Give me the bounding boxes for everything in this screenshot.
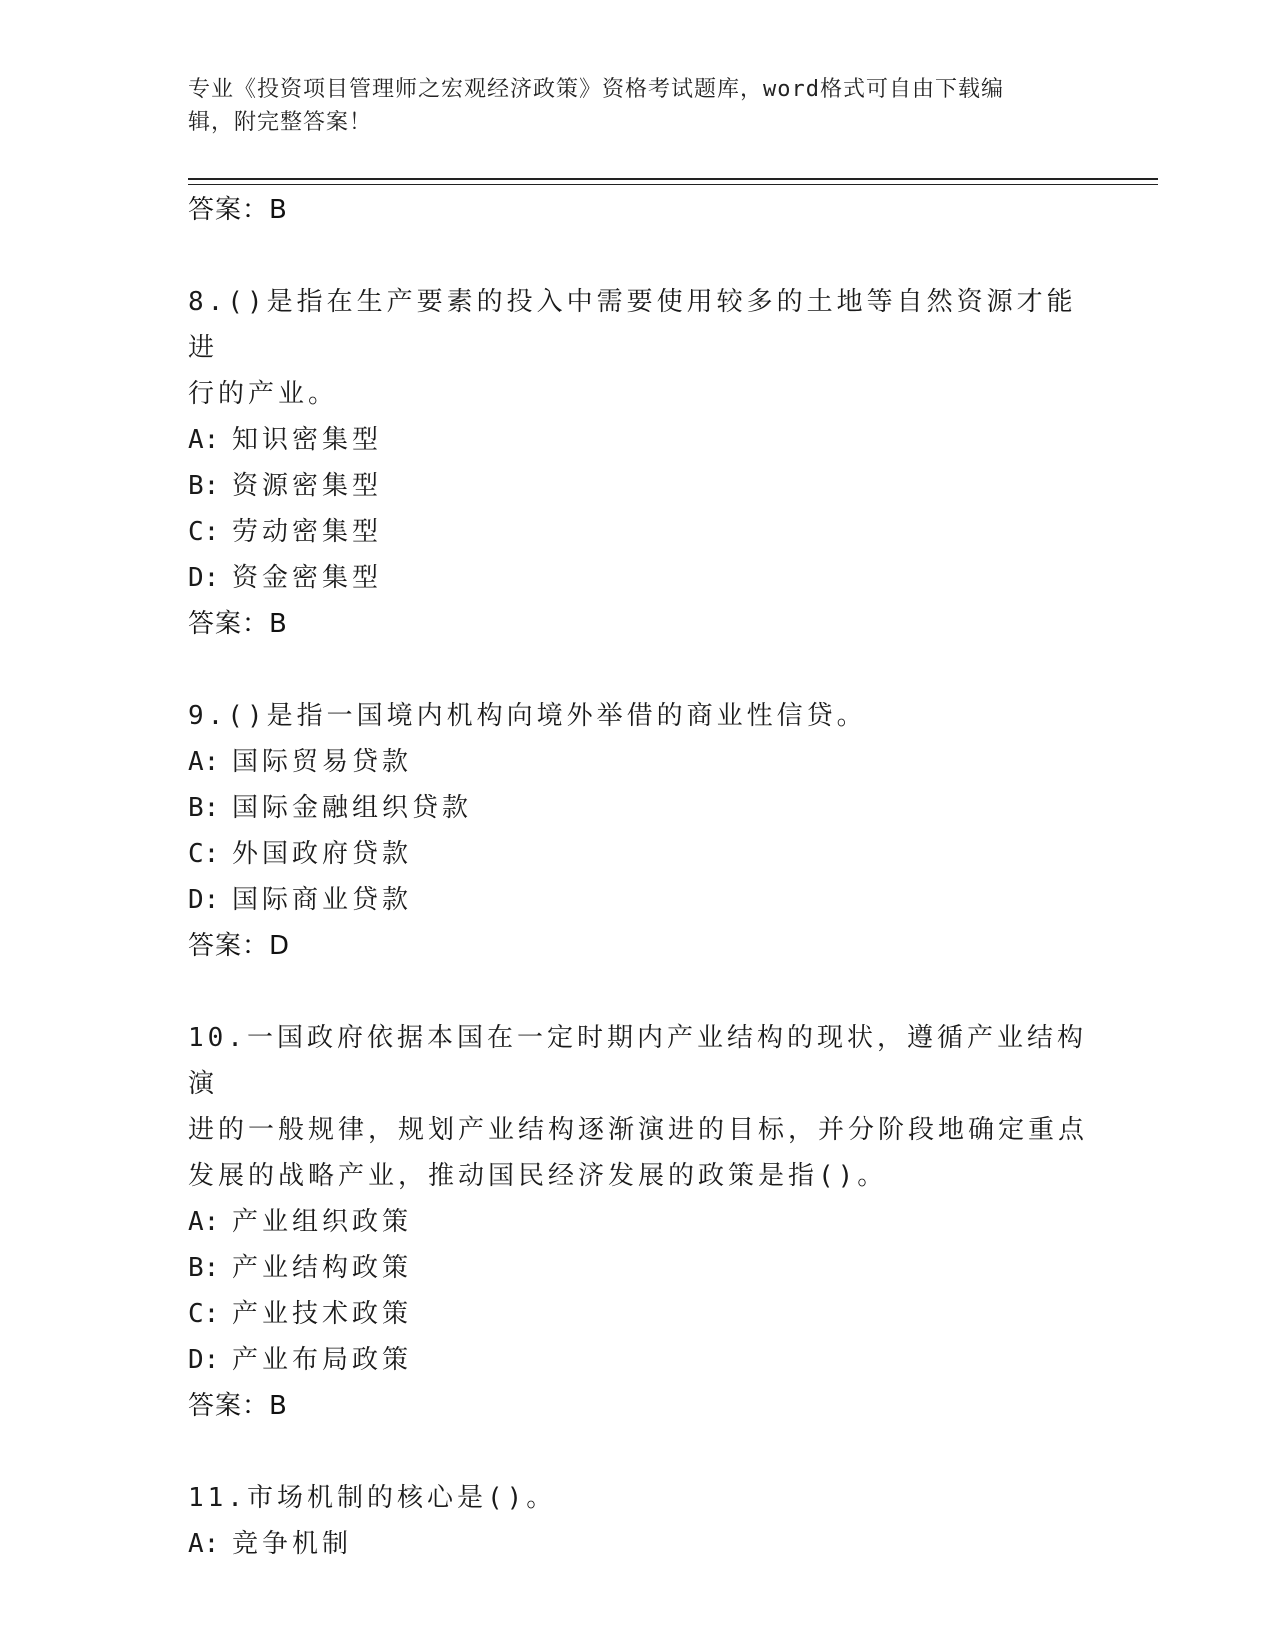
option-letter: A: — [188, 425, 220, 455]
option-letter: D: — [188, 1345, 220, 1375]
answer-line: 答案：B — [188, 1391, 288, 1421]
option-text: 国际贸易贷款 — [232, 747, 413, 777]
question-stem-line: 行的产业。 — [188, 379, 339, 409]
option-c — [188, 1291, 1088, 1337]
option-letter: C: — [188, 1299, 220, 1329]
option-text: 资金密集型 — [232, 563, 383, 593]
option-text: 劳动密集型 — [232, 517, 383, 547]
option-text: 产业技术政策 — [232, 1299, 413, 1329]
header-line-1: 专业《投资项目管理师之宏观经济政策》资格考试题库，word格式可自由下载编 — [188, 77, 1004, 102]
header-divider-thin — [188, 184, 1158, 185]
question-8 — [188, 279, 1088, 647]
question-stem-line: 11.市场机制的核心是()。 — [188, 1483, 557, 1513]
document-header — [188, 73, 1078, 139]
option-text: 产业结构政策 — [232, 1253, 413, 1283]
option-text: 竞争机制 — [232, 1529, 353, 1559]
answer-line: 答案：B — [188, 609, 288, 639]
option-text: 资源密集型 — [232, 471, 383, 501]
header-line-2: 辑，附完整答案！ — [188, 110, 373, 135]
option-text: 国际金融组织贷款 — [232, 793, 473, 823]
option-letter: B: — [188, 1253, 220, 1283]
answer-line: 答案：D — [188, 931, 291, 961]
question-stem-line: 发展的战略产业，推动国民经济发展的政策是指()。 — [188, 1161, 888, 1191]
option-text: 外国政府贷款 — [232, 839, 413, 869]
option-text: 产业布局政策 — [232, 1345, 413, 1375]
option-letter: A: — [188, 1529, 220, 1559]
option-text: 产业组织政策 — [232, 1207, 413, 1237]
option-c — [188, 509, 1088, 555]
option-b — [188, 463, 1088, 509]
option-a — [188, 1521, 1088, 1567]
option-letter: C: — [188, 839, 220, 869]
option-letter: D: — [188, 885, 220, 915]
option-letter: B: — [188, 471, 220, 501]
question-10 — [188, 1015, 1088, 1429]
option-a — [188, 1199, 1088, 1245]
question-stem-line: 9.()是指一国境内机构向境外举借的商业性信贷。 — [188, 701, 867, 731]
option-letter: A: — [188, 747, 220, 777]
question-stem-line: 进的一般规律，规划产业结构逐渐演进的目标，并分阶段地确定重点 — [188, 1115, 1089, 1145]
option-letter: B: — [188, 793, 220, 823]
option-b — [188, 785, 1088, 831]
question-9 — [188, 693, 1088, 969]
option-letter: C: — [188, 517, 220, 547]
option-letter: A: — [188, 1207, 220, 1237]
question-stem-line: 10.一国政府依据本国在一定时期内产业结构的现状，遵循产业结构演 — [188, 1023, 1087, 1099]
option-b — [188, 1245, 1088, 1291]
option-text: 知识密集型 — [232, 425, 383, 455]
header-divider-thick — [188, 178, 1158, 180]
option-letter: D: — [188, 563, 220, 593]
option-d — [188, 555, 1088, 601]
option-d — [188, 1337, 1088, 1383]
option-a — [188, 417, 1088, 463]
option-d — [188, 877, 1088, 923]
option-c — [188, 831, 1088, 877]
question-list — [188, 187, 1088, 1567]
question-11 — [188, 1475, 1088, 1567]
answer-line: 答案：B — [188, 195, 288, 225]
option-a — [188, 739, 1088, 785]
question-stem-line: 8.()是指在生产要素的投入中需要使用较多的土地等自然资源才能进 — [188, 287, 1077, 363]
option-text: 国际商业贷款 — [232, 885, 413, 915]
